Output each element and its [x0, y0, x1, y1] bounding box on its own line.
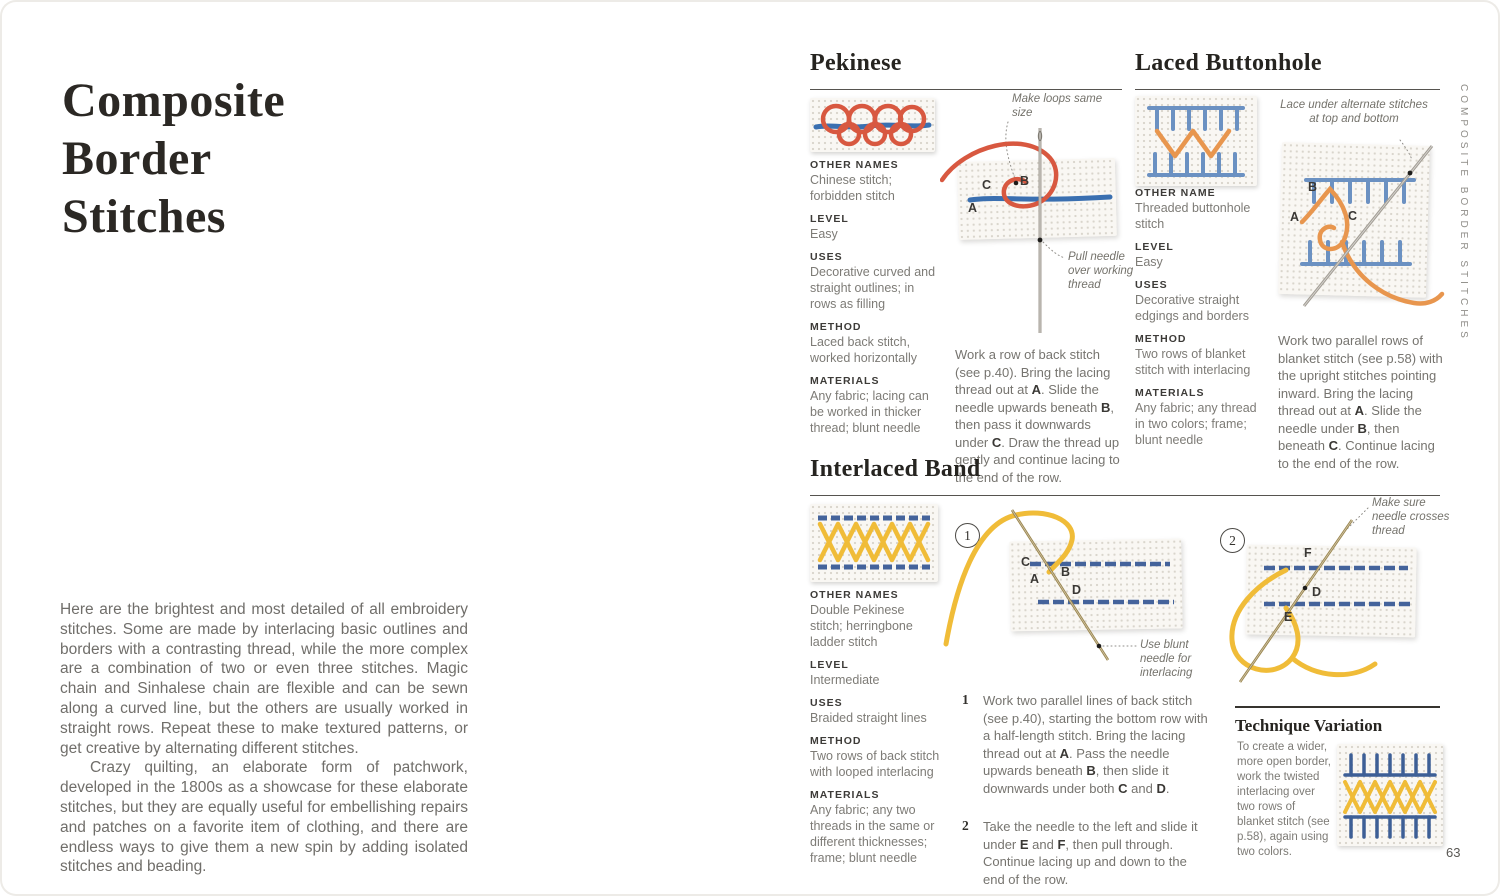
diagram-label-b: B: [1308, 180, 1318, 194]
diagram-label-c: C: [982, 178, 992, 192]
technique-variation-thread-art: [1337, 744, 1443, 846]
step-text: Take the needle to the left and slide it under E and F, then pull through. Continue lacing up and down to the end of the row.: [983, 819, 1198, 887]
info-row: MATERIALS Any fabric; any thread in two colors; frame; blunt needle: [1135, 387, 1257, 447]
diagram-label-f: F: [1304, 546, 1312, 560]
interlaced-band-heading: Interlaced Band: [810, 456, 1440, 496]
intro-paragraph-1: Here are the brightest and most detailed of all embroidery stitches. Some are made by interlacing basic outlines and borders with a contrasting thread, while the more complex are a combination of two or even three stitches. Magic chain and Sinhalese chain are flexible and can be sewn along a curved line, but the others are usually worked in straight rows. Repeat these to make textured patterns, or get creative by alternating different stitches.: [60, 601, 468, 757]
laced-buttonhole-swatch-illustration: [1135, 96, 1257, 186]
interlaced-band-thread-art: [810, 504, 938, 582]
diagram-label-c: C: [1021, 555, 1031, 569]
info-row: METHOD Two rows of back stitch with looped interlacing: [810, 735, 940, 779]
diagram-label-d: D: [1312, 585, 1322, 599]
info-row: MATERIALS Any fabric; lacing can be worked in thicker thread; blunt needle: [810, 375, 929, 435]
step-item-2: [962, 818, 1208, 888]
laced-buttonhole-thread-art: [1135, 96, 1257, 186]
info-row: LEVEL Intermediate: [810, 659, 880, 687]
info-row: OTHER NAMES Chinese stitch; forbidden stitch: [810, 159, 899, 203]
pekinese-annotation-top: Make loops same size: [1012, 93, 1103, 119]
technique-variation-swatch-illustration: [1337, 744, 1443, 846]
step-2-badge: 2: [1220, 528, 1245, 553]
diagram-label-a: A: [968, 201, 978, 215]
interlaced-band-swatch-illustration: [810, 504, 938, 582]
info-row: USES Decorative curved and straight outlines; in rows as filling: [810, 251, 936, 311]
technique-variation-text: To create a wider, more open border, work the twisted interlacing over two rows of blanket stitch (see p.58), again using two colors.: [1237, 741, 1331, 858]
title-line-3: Stitches: [62, 190, 226, 244]
pekinese-instruction: Work a row of back stitch (see p.40). Bring the lacing thread out at A. Slide the needle upwards beneath B, then pass it downwards under C. Draw the thread up gently and continue lacing to the end of the row.: [955, 347, 1120, 485]
title-line-2: Border: [62, 132, 212, 186]
laced-buttonhole-info-list: [1135, 178, 1267, 448]
step-number: 2: [962, 818, 969, 833]
laced-buttonhole-instruction: Work two parallel rows of blanket stitch (see p.58) with the upright stitches pointing inward. Bring the lacing thread out at A. Slide the needle under B, then beneath C. Continue lacing to the end of the row.: [1278, 333, 1443, 471]
info-row: MATERIALS Any fabric; any two threads in the same or different thicknesses; frame; blunt needle: [810, 789, 935, 865]
info-row: OTHER NAMES Double Pekinese stitch; herringbone ladder stitch: [810, 589, 913, 649]
info-row: METHOD Laced back stitch, worked horizontally: [810, 321, 917, 365]
diagram-label-b: B: [1061, 565, 1071, 579]
title-line-1: Composite: [62, 74, 286, 128]
step-1-badge: 1: [955, 523, 980, 548]
info-row: LEVEL Easy: [810, 213, 849, 241]
interlaced-band-info-list: [810, 580, 940, 866]
info-row: USES Decorative straight edgings and borders: [1135, 279, 1249, 323]
diagram-label-b: B: [1020, 174, 1030, 188]
pekinese-swatch-illustration: [810, 98, 935, 152]
step-number: 1: [962, 692, 969, 707]
info-row: OTHER NAME Threaded buttonhole stitch: [1135, 187, 1251, 231]
pekinese-annotation-bottom: Pull needle over working thread: [1068, 251, 1134, 291]
step2-annotation: Make sure needle crosses thread: [1372, 497, 1450, 537]
intro-paragraph-2: Crazy quilting, an elaborate form of patchwork, developed in the 1800s as a showcase for these elaborate stitches, but they are equally useful for embellishing repairs and patches on a favorite item of clothing, and there are endless ways to give them a new spin by adding isolated stitches and beading.: [60, 759, 468, 876]
laced-buttonhole-heading: Laced Buttonhole: [1135, 50, 1440, 90]
pekinese-info-list: [810, 150, 938, 436]
page-title: [62, 72, 285, 246]
info-row: USES Braided straight lines: [810, 697, 927, 725]
interlaced-step1-diagram: [938, 492, 1206, 697]
info-row: LEVEL Easy: [1135, 241, 1174, 269]
sidebar-vertical-title: COMPOSITE BORDER STITCHES: [1458, 84, 1469, 342]
diagram-label-e: E: [1284, 610, 1293, 624]
diagram-label-c: C: [1348, 209, 1358, 223]
page-number: 63: [1446, 845, 1461, 860]
pekinese-heading: Pekinese: [810, 50, 1122, 90]
laced-annotation-top: Lace under alternate stitches at top and bottom: [1280, 99, 1428, 125]
interlaced-step2-diagram: [1212, 490, 1467, 705]
step1-annotation: Use blunt needle for interlacing: [1140, 639, 1193, 679]
technique-variation-heading: Technique Variation: [1235, 706, 1440, 736]
pekinese-step-diagram: [940, 88, 1135, 340]
step-text: Work two parallel lines of back stitch (see p.40), starting the bottom row with a half-length stitch. Bring the lacing thread out at A. Pass the needle upwards beneath B, then slide it downwards under both C and D.: [983, 693, 1208, 796]
diagram-label-a: A: [1290, 210, 1300, 224]
interlaced-band-steps: [962, 692, 1208, 896]
step-item-1: [962, 692, 1208, 797]
laced-buttonhole-step-diagram: [1262, 92, 1447, 330]
intro-text: [60, 600, 468, 877]
diagram-label-a: A: [1030, 572, 1040, 586]
pekinese-thread-art: [810, 98, 935, 152]
info-row: METHOD Two rows of blanket stitch with interlacing: [1135, 333, 1251, 377]
diagram-label-d: D: [1072, 583, 1082, 597]
interlaced-step2-art: [1212, 490, 1467, 705]
